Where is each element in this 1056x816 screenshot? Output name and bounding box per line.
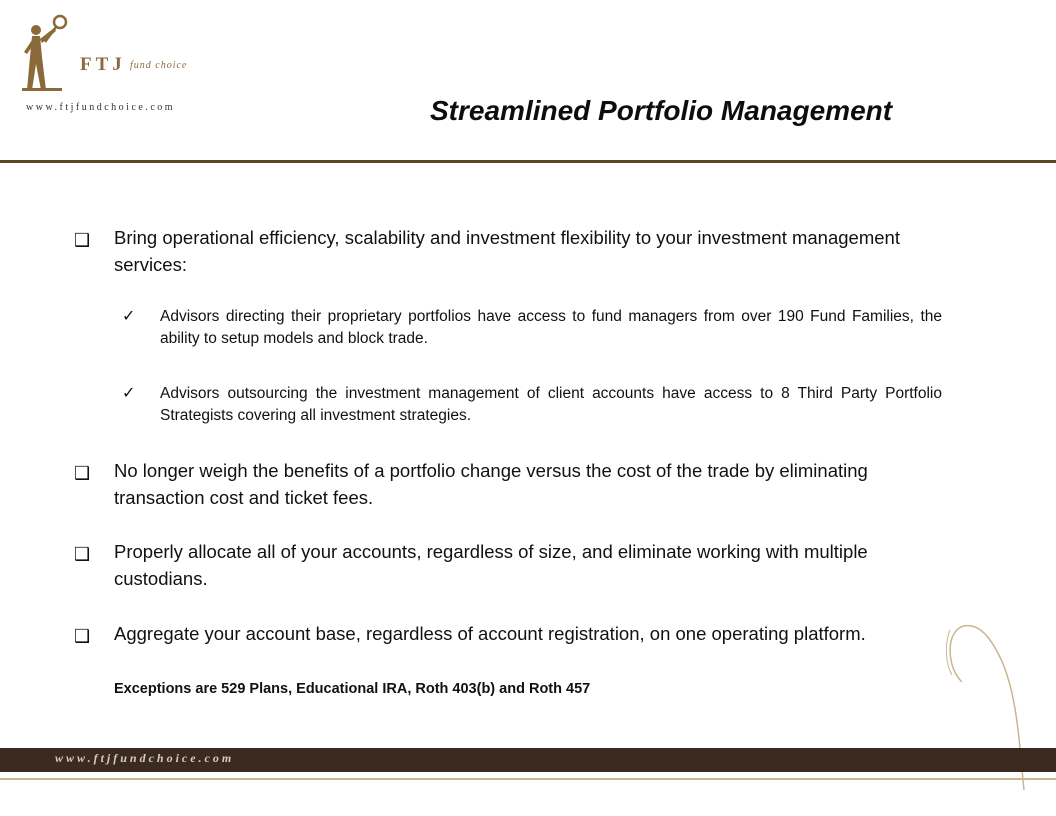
exceptions-note: Exceptions are 529 Plans, Educational IRA, Roth 403(b) and Roth 457: [114, 681, 591, 697]
square-bullet-icon: ❑: [74, 544, 91, 564]
sub-bullet-item: [122, 306, 942, 350]
bullet-item: [74, 620, 934, 647]
footer-url: www.ftjfundchoice.com: [55, 751, 235, 765]
bullet-item: [74, 224, 934, 278]
bullet-item: [74, 457, 934, 511]
bullet-text: No longer weigh the benefits of a portfolio change versus the cost of the trade by eliminating transaction cost and ticket fees.: [114, 460, 868, 508]
checkmark-icon: ✓: [122, 308, 136, 325]
sub-bullet-text: Advisors outsourcing the investment management of client accounts have access to 8 Third Party Portfolio Strategists covering all investment strategies.: [160, 385, 942, 424]
square-bullet-icon: ❑: [74, 230, 91, 250]
page-title: Streamlined Portfolio Management: [430, 95, 893, 126]
bullet-item: [74, 538, 934, 592]
logo-brand: FTJ: [80, 54, 126, 75]
bullet-text: Aggregate your account base, regardless of account registration, on one operating platform.: [114, 623, 866, 644]
sub-bullet-item: [122, 383, 942, 427]
square-bullet-icon: ❑: [74, 626, 91, 646]
bullet-text: Properly allocate all of your accounts, regardless of size, and eliminate working with multiple custodians.: [114, 541, 868, 589]
square-bullet-icon: ❑: [74, 463, 91, 483]
bullet-text: Bring operational efficiency, scalability and investment flexibility to your investment management services:: [114, 227, 900, 275]
header-divider: [0, 160, 1056, 163]
footer-divider: [0, 778, 1056, 780]
checkmark-icon: ✓: [122, 385, 136, 402]
decorative-swirl-icon: [946, 610, 1056, 810]
company-logo: [18, 12, 188, 122]
logo-url: www.ftjfundchoice.com: [26, 102, 176, 113]
logo-subtitle: fund choice: [130, 60, 188, 71]
sub-bullet-text: Advisors directing their proprietary portfolios have access to fund managers from over 190 Fund Families, the ability to setup models and block trade.: [160, 308, 942, 347]
